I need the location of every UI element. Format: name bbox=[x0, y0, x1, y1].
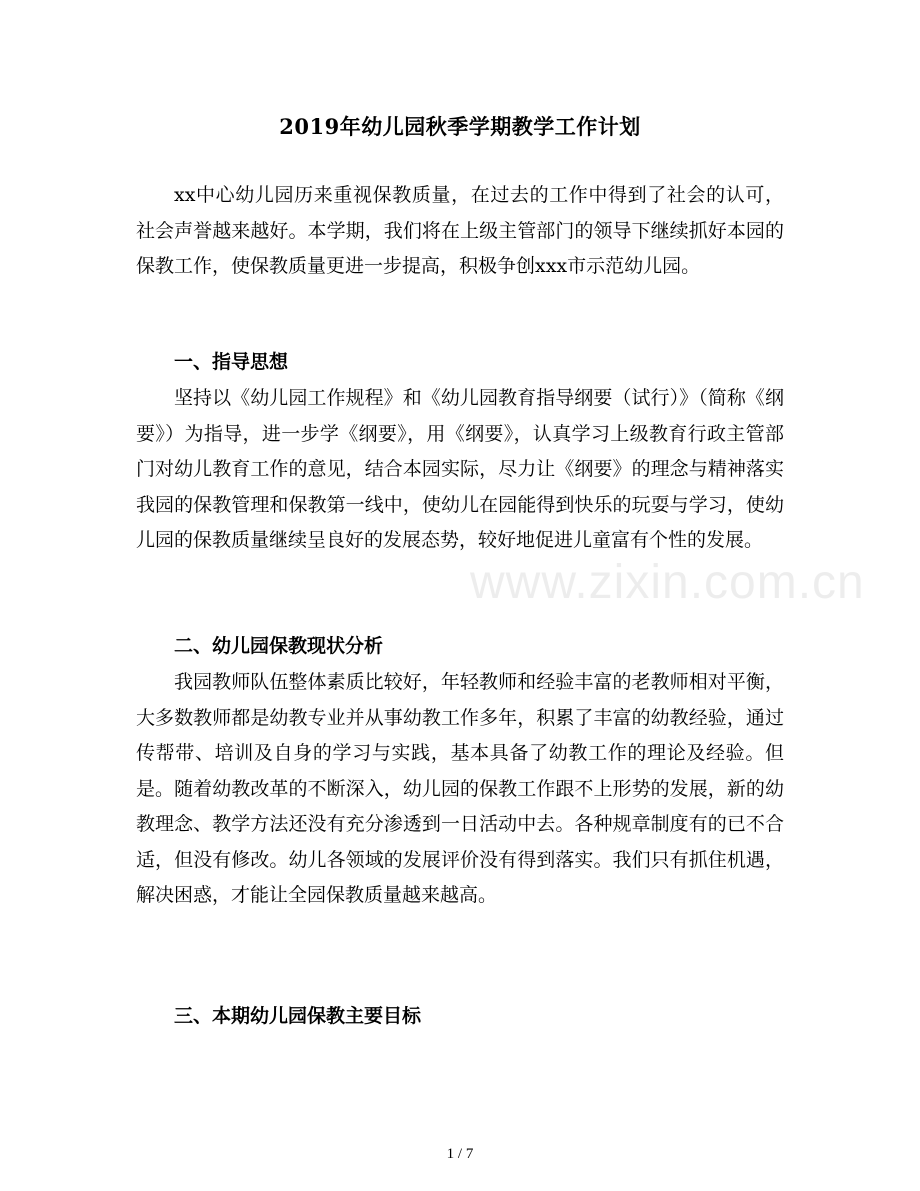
watermark: www.zixin.com.cn bbox=[470, 556, 865, 609]
intro-paragraph: xx中心幼儿园历来重视保教质量，在过去的工作中得到了社会的认可，社会声誉越来越好。本学期，我们将在上级主管部门的领导下继续抓好本园的保教工作，使保教质量更进一步提高，积极争创xxx市示范幼儿园。 bbox=[136, 184, 784, 277]
section-heading-3: 三、本期幼儿园保教主要目标 bbox=[174, 1005, 422, 1027]
section-paragraph-1: 坚持以《幼儿园工作规程》和《幼儿园教育指导纲要（试行）》（简称《纲要》）为指导，进一步学《纲要》，用《纲要》，认真学习上级教育行政主管部门对幼儿教育工作的意见，结合本园实际，尽力让《纲要》的理念与精神落实我园的保教管理和保教第一线中，使幼儿在园能得到快乐的玩耍与学习，使幼儿园的保教质量继续呈良好的发展态势，较好地促进儿童富有个性的发展。 bbox=[136, 387, 784, 551]
document-title: 2019年幼儿园秋季学期教学工作计划 bbox=[279, 114, 641, 139]
page-number: 1 / 7 bbox=[446, 1146, 474, 1162]
section-paragraph-2: 我园教师队伍整体素质比较好，年轻教师和经验丰富的老教师相对平衡，大多数教师都是幼教专业并从事幼教工作多年，积累了丰富的幼教经验，通过传帮带、培训及自身的学习与实践，基本具备了幼教工作的理论及经验。但是。随着幼教改革的不断深入，幼儿园的保教工作跟不上形势的发展，新的幼教理念、教学方法还没有充分渗透到一日活动中去。各种规章制度有的已不合适，但没有修改。幼儿各领域的发展评价没有得到落实。我们只有抓住机遇，解决困惑，才能让全园保教质量越来越高。 bbox=[136, 671, 784, 906]
section-heading-1: 一、指导思想 bbox=[174, 351, 289, 373]
section-heading-2: 二、幼儿园保教现状分析 bbox=[174, 635, 384, 657]
